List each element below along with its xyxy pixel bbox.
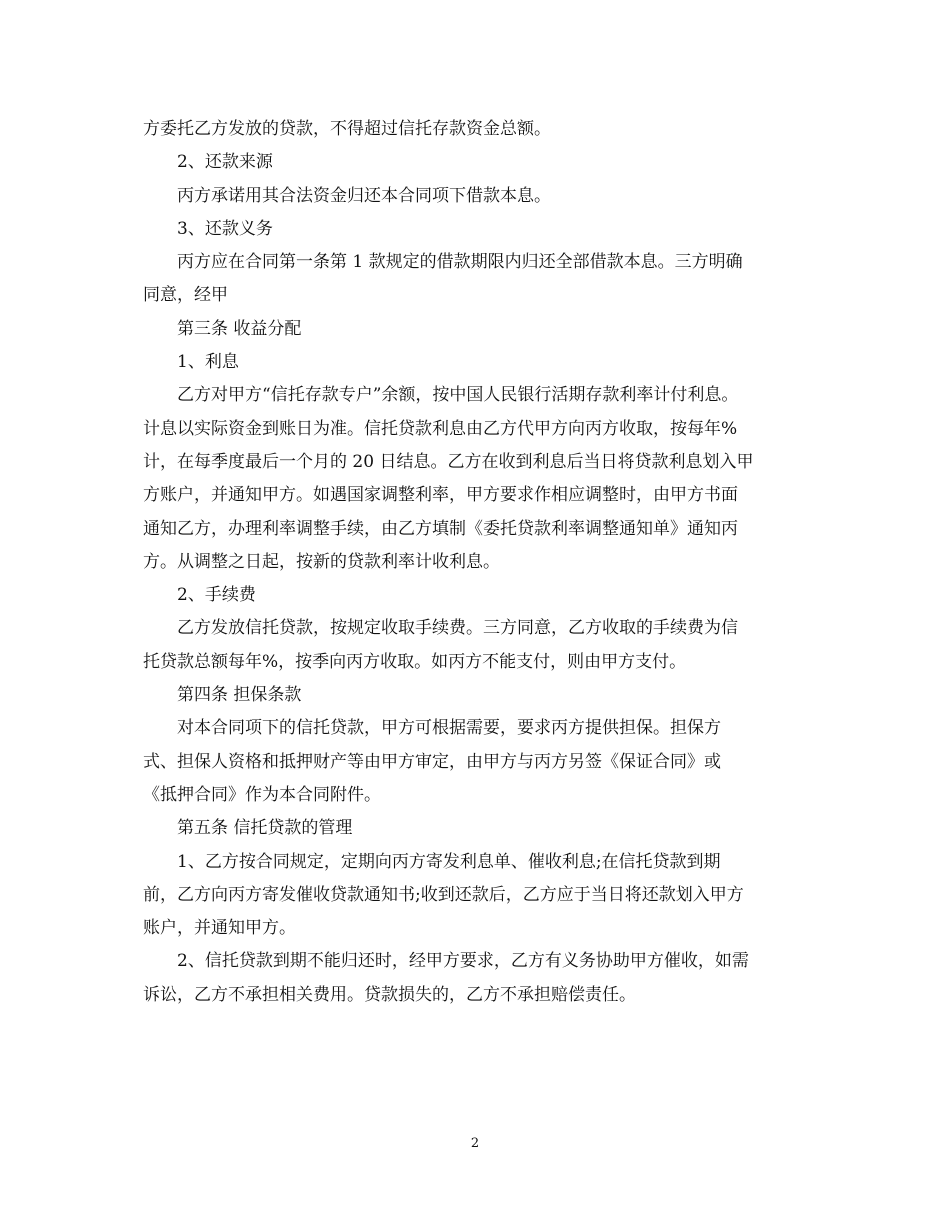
- page-number: 2: [470, 1136, 480, 1151]
- text-line: 第三条 收益分配: [177, 318, 302, 339]
- document-body: [143, 113, 807, 1012]
- text-line: 托贷款总额每年%，按季向丙方收取。如丙方不能支付，则由甲方支付。: [143, 651, 687, 672]
- text-line: 对本合同项下的信托贷款，甲方可根据需要，要求丙方提供担保。担保方: [177, 718, 721, 739]
- text-line: 前，乙方向丙方寄发催收贷款通知书;收到还款后，乙方应于当日将还款划入甲方: [143, 884, 744, 905]
- text-line: 1、乙方按合同规定，定期向丙方寄发利息单、催收利息;在信托贷款到期: [177, 851, 721, 872]
- text-line: 第四条 担保条款: [177, 685, 302, 706]
- text-line: 丙方应在合同第一条第 1 款规定的借款期限内归还全部借款本息。三方明确: [177, 252, 743, 273]
- text-line: 1、利息: [177, 352, 239, 373]
- text-line: 方委托乙方发放的贷款，不得超过信托存款资金总额。: [143, 119, 551, 139]
- text-line: 账户，并通知甲方。: [143, 918, 296, 939]
- text-line: 丙方承诺用其合法资金归还本合同项下借款本息。: [177, 185, 551, 206]
- text-line: 计息以实际资金到账日为准。信托贷款利息由乙方代甲方向丙方收取，按每年%: [143, 418, 738, 439]
- text-line: 计，在每季度最后一个月的 20 日结息。乙方在收到利息后当日将贷款利息划入甲: [143, 451, 754, 472]
- text-line: 乙方发放信托贷款，按规定收取手续费。三方同意，乙方收取的手续费为信: [177, 618, 738, 639]
- text-line: 诉讼，乙方不承担相关费用。贷款损失的，乙方不承担赔偿责任。: [143, 984, 636, 1005]
- text-line: 3、还款义务: [177, 218, 273, 239]
- text-line: 同意，经甲: [143, 285, 228, 306]
- text-line: 乙方对甲方“信托存款专户”余额，按中国人民银行活期存款利率计付利息。: [177, 385, 739, 406]
- text-line: 第五条 信托贷款的管理: [177, 818, 353, 839]
- text-line: 2、信托贷款到期不能归还时，经甲方要求，乙方有义务协助甲方催收，如需: [177, 951, 749, 972]
- text-line: 2、还款来源: [177, 152, 273, 173]
- text-line: 通知乙方，办理利率调整手续，由乙方填制《委托贷款利率调整通知单》通知丙: [143, 518, 738, 539]
- text-line: 《抵押合同》作为本合同附件。: [143, 784, 381, 805]
- text-line: 方。从调整之日起，按新的贷款利率计收利息。: [143, 551, 500, 572]
- text-line: 方账户，并通知甲方。如遇国家调整利率，甲方要求作相应调整时，由甲方书面: [143, 485, 738, 506]
- text-line: 2、手续费: [177, 585, 256, 606]
- text-line: 式、担保人资格和抵押财产等由甲方审定，由甲方与丙方另签《保证合同》或: [143, 751, 721, 772]
